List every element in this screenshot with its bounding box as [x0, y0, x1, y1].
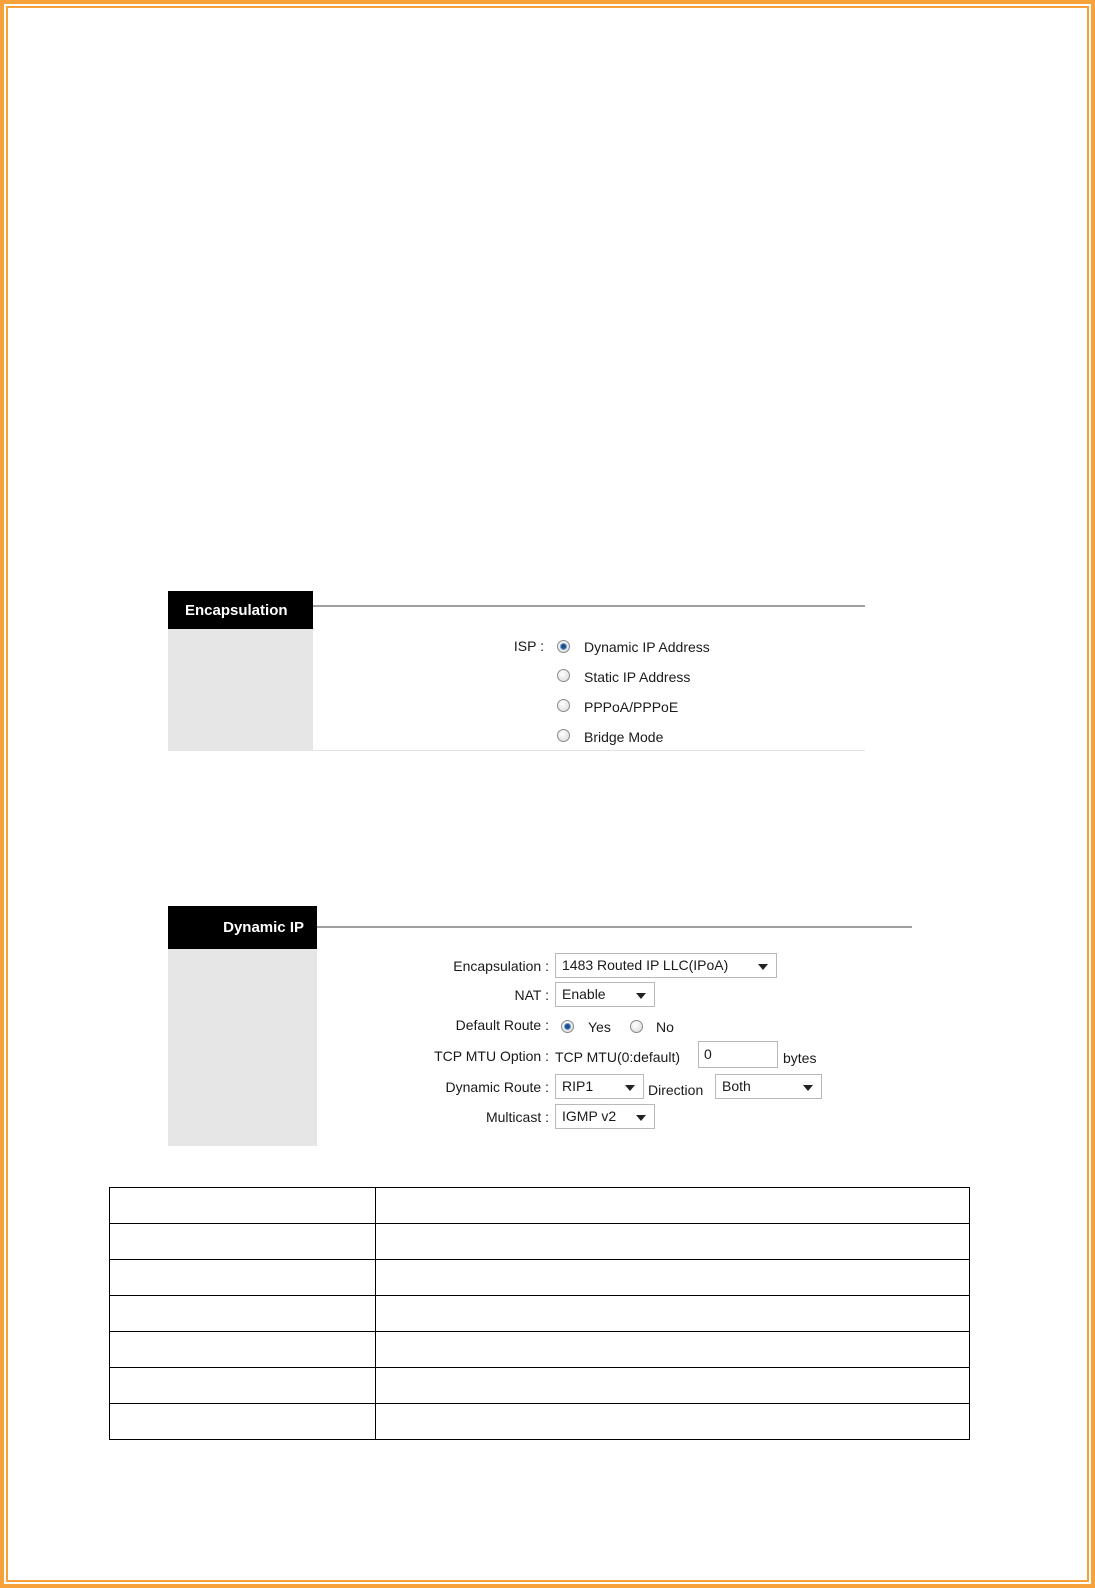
- isp-option-bridge-mode-label[interactable]: Bridge Mode: [584, 729, 664, 745]
- encapsulation-select-value: 1483 Routed IP LLC(IPoA): [562, 957, 729, 973]
- multicast-select-value: IGMP v2: [562, 1108, 617, 1124]
- table-cell: [376, 1260, 970, 1296]
- default-route-no-label[interactable]: No: [656, 1019, 674, 1035]
- dynamic-route-select[interactable]: [555, 1074, 644, 1099]
- default-route-yes-radio[interactable]: [561, 1020, 574, 1033]
- chevron-down-icon: [758, 964, 768, 970]
- tcp-mtu-unit: bytes: [783, 1050, 817, 1066]
- nat-select-value: Enable: [562, 986, 606, 1002]
- tcp-mtu-option-label: TCP MTU Option :: [434, 1048, 549, 1064]
- table-row: [110, 1296, 970, 1332]
- table-cell: [110, 1368, 376, 1404]
- empty-table: [109, 1187, 970, 1440]
- encapsulation-panel-title: Encapsulation: [185, 601, 288, 619]
- encapsulation-panel-rule: [313, 605, 865, 607]
- dynamic-ip-panel-header: [168, 906, 317, 949]
- isp-radio-static-ip[interactable]: [557, 669, 570, 682]
- table-cell: [110, 1260, 376, 1296]
- table-row: [110, 1404, 970, 1440]
- isp-radio-pppoa-pppoe[interactable]: [557, 699, 570, 712]
- table-row: [110, 1260, 970, 1296]
- isp-radio-dynamic-ip[interactable]: [557, 640, 570, 653]
- table-cell: [376, 1404, 970, 1440]
- isp-radio-bridge-mode[interactable]: [557, 729, 570, 742]
- table-cell: [110, 1188, 376, 1224]
- isp-option-dynamic-ip-label[interactable]: Dynamic IP Address: [584, 639, 710, 655]
- dynamic-ip-panel-sidebar: [168, 948, 317, 1146]
- chevron-down-icon: [625, 1085, 635, 1091]
- direction-select[interactable]: [715, 1074, 822, 1099]
- default-route-label: Default Route :: [455, 1017, 549, 1033]
- nat-label: NAT :: [514, 987, 549, 1003]
- chevron-down-icon: [803, 1085, 813, 1091]
- isp-option-static-ip-label[interactable]: Static IP Address: [584, 669, 691, 685]
- encapsulation-select[interactable]: [555, 953, 777, 978]
- chevron-down-icon: [636, 993, 646, 999]
- encapsulation-label: Encapsulation :: [453, 958, 549, 974]
- table-cell: [376, 1296, 970, 1332]
- multicast-select[interactable]: [555, 1104, 655, 1129]
- table-cell: [376, 1368, 970, 1404]
- table-row: [110, 1368, 970, 1404]
- dynamic-ip-panel-title: Dynamic IP: [223, 919, 304, 936]
- table-cell: [110, 1224, 376, 1260]
- table-cell: [376, 1188, 970, 1224]
- dynamic-route-label: Dynamic Route :: [445, 1079, 549, 1095]
- tcp-mtu-input-value: 0: [704, 1046, 712, 1062]
- default-route-no-radio[interactable]: [630, 1020, 643, 1033]
- table-cell: [110, 1296, 376, 1332]
- chevron-down-icon: [636, 1115, 646, 1121]
- default-route-yes-label[interactable]: Yes: [588, 1019, 611, 1035]
- encapsulation-panel-header: [168, 591, 313, 629]
- table-row: [110, 1188, 970, 1224]
- table-cell: [376, 1332, 970, 1368]
- tcp-mtu-prefix: TCP MTU(0:default): [555, 1049, 680, 1065]
- encapsulation-panel-sidebar: [168, 628, 313, 750]
- direction-select-value: Both: [722, 1078, 751, 1094]
- direction-label: Direction: [648, 1082, 704, 1098]
- tcp-mtu-input[interactable]: [698, 1041, 778, 1068]
- nat-select[interactable]: [555, 982, 655, 1007]
- table-cell: [376, 1224, 970, 1260]
- dynamic-ip-panel-rule: [317, 926, 912, 928]
- multicast-label: Multicast :: [485, 1109, 549, 1125]
- table-cell: [110, 1332, 376, 1368]
- table-cell: [110, 1404, 376, 1440]
- table-row: [110, 1332, 970, 1368]
- encapsulation-panel-bottom-rule: [168, 750, 865, 751]
- table-row: [110, 1224, 970, 1260]
- isp-option-pppoa-pppoe-label[interactable]: PPPoA/PPPoE: [584, 699, 679, 715]
- dynamic-route-select-value: RIP1: [562, 1078, 594, 1094]
- isp-label: ISP :: [513, 638, 544, 654]
